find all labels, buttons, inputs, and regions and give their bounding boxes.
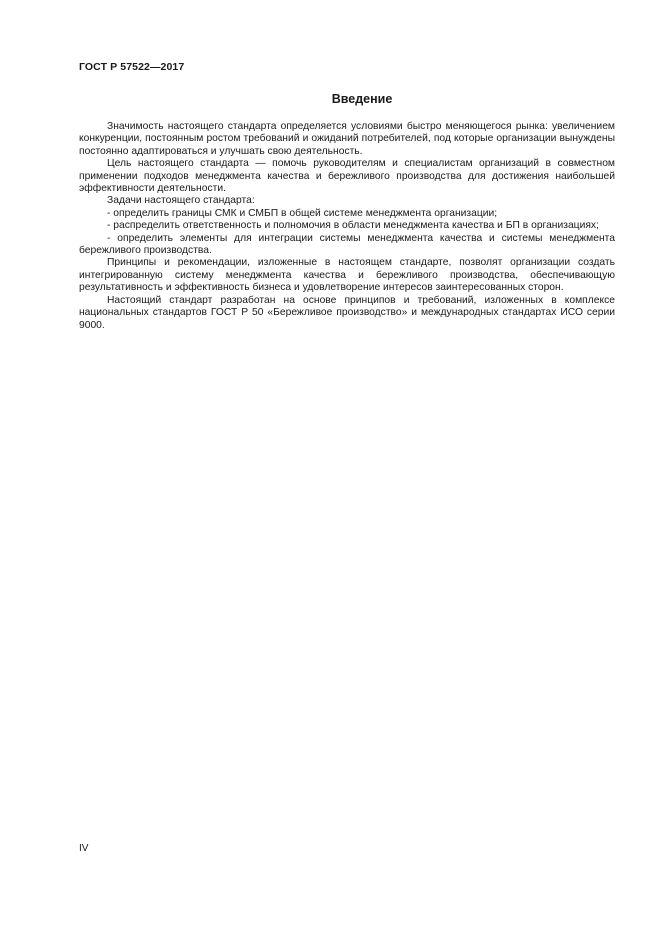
list-item-define-boundaries: - определить границы СМК и СМБП в общей системе менеджмента организации; [107, 207, 498, 219]
paragraph-principles: Принципы и рекомендации, изложенные в настоящем стандарте, позволят организации создать интегрированную систему менеджмента качества и бережливого производства, обеспечивающую результативность и эффективность бизнеса и удовлетворение интересов заинтересованных сторон. [79, 257, 615, 294]
paragraph-significance: Значимость настоящего стандарта определяется условиями быстро меняющегося рынка: увеличением конкуренции, постоянным ростом требований и ожиданий потребителей, под которые организации вынуждены постоянно адаптироваться и улучшать свою деятельность. [79, 121, 615, 157]
paragraph-goal: Цель настоящего стандарта — помочь руководителям и специалистам организаций в совместном применении подходов менеджмента качества и бережливого производства для достижения наибольшей эффективности деятельности. [79, 158, 615, 195]
introduction-body [79, 121, 615, 332]
paragraph-basis: Настоящий стандарт разработан на основе принципов и требований, изложенных в комплексе национальных стандартов ГОСТ Р 50 «Бережливое производство» и международных стандартах ИСО серии 9000. [79, 294, 615, 331]
document-number: ГОСТ Р 57522—2017 [79, 61, 185, 73]
list-item-distribute-responsibility: - распределить ответственность и полномочия в области менеджмента качества и БП в организациях; [107, 220, 599, 232]
page-number: IV [79, 843, 89, 854]
paragraph-tasks-heading: Задачи настоящего стандарта: [107, 195, 255, 207]
list-item-define-elements: - определить элементы для интеграции системы менеджмента качества и системы менеджмента бережливого производства. [79, 232, 615, 257]
section-title: Введение [331, 92, 393, 106]
